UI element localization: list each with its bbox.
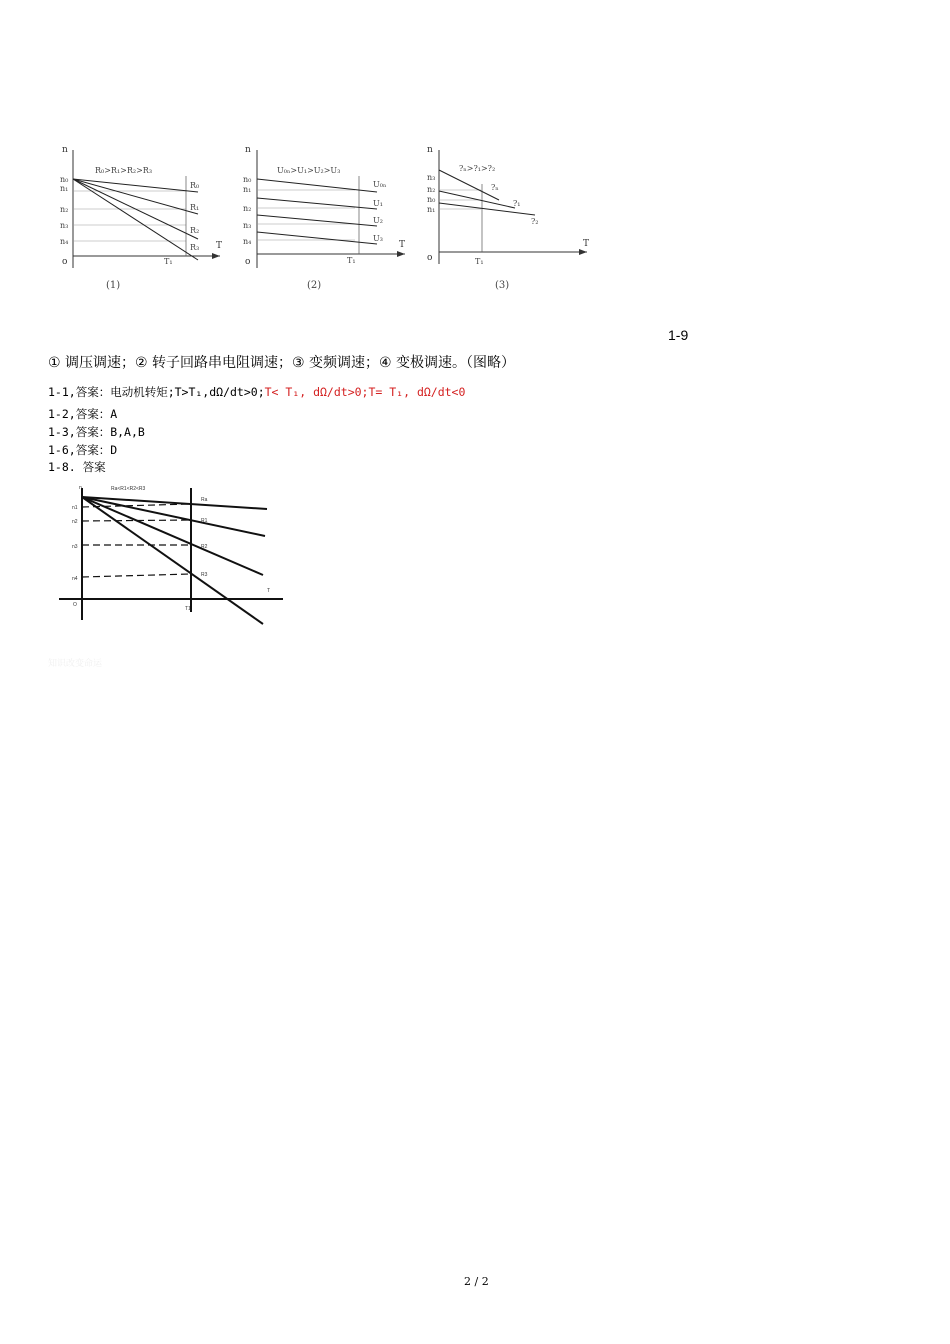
axis-y-label: n — [79, 485, 82, 491]
tick-n0: n₀ — [60, 175, 69, 184]
line-label-r2: R₂ — [190, 226, 200, 235]
tick-n0: n₀ — [243, 175, 252, 184]
line-label-ra: Ra — [201, 497, 208, 503]
diagram-title: Ra<R1<R2<R3 — [111, 486, 146, 492]
answer-1-2: 1-2,答案：A — [48, 407, 118, 421]
question-label-1-9: 1-9 — [668, 327, 689, 343]
axis-x-label: T — [583, 239, 590, 249]
page-number: 2 / 2 — [464, 1275, 489, 1288]
axis-x-label: T — [399, 240, 406, 250]
tick-t1: T1 — [185, 606, 191, 612]
line-label-r1: R₁ — [190, 203, 200, 212]
axis-x-label: T — [216, 241, 223, 251]
tick-t1: T₁ — [475, 257, 484, 266]
tick-n4: n₄ — [243, 237, 252, 246]
axis-x-label: T — [267, 588, 271, 594]
line-label-u0n: U₀ₙ — [373, 180, 387, 189]
answer-1-8: 1-8. 答案 — [48, 460, 106, 474]
answer-1-6: 1-6,答案：D — [48, 443, 118, 457]
tick-t1: T₁ — [164, 257, 173, 266]
origin-label: o — [427, 253, 433, 263]
answer-1-3: 1-3,答案：B,A,B — [48, 425, 145, 439]
answer-1-1 — [48, 384, 465, 401]
tick-n2: n2 — [72, 519, 78, 525]
origin-label: O — [73, 602, 77, 608]
line-label-r2: R2 — [201, 544, 208, 550]
tick-n2: n₂ — [60, 205, 69, 214]
panel-caption: (2) — [307, 280, 322, 291]
line-label-u1: U₁ — [373, 199, 383, 208]
origin-label: o — [245, 257, 251, 267]
tick-n0: n₀ — [427, 195, 436, 204]
faint-watermark: 知识改变命运 — [48, 659, 103, 669]
line-label-fn: ?ₙ — [491, 183, 499, 192]
tick-n3: n3 — [72, 544, 78, 550]
tick-n1: n₁ — [60, 184, 69, 193]
tick-n1: n1 — [72, 505, 78, 511]
tick-n1: n₁ — [427, 205, 436, 214]
tick-n3: n₃ — [60, 221, 69, 230]
tick-n3: n₃ — [427, 173, 436, 182]
panel-title: R₀>R₁>R₂>R₃ — [95, 166, 153, 175]
tick-n3: n₃ — [243, 221, 252, 230]
axis-y-label: n — [245, 145, 251, 155]
tick-n4: n4 — [72, 576, 78, 582]
line-label-r1: R1 — [201, 518, 208, 524]
panel-caption: (1) — [106, 280, 121, 291]
line-label-r3: R₃ — [190, 243, 200, 252]
line-label-r0: R₀ — [190, 181, 200, 190]
figure1-panel-2 — [225, 140, 415, 300]
tick-t1: T₁ — [347, 256, 356, 265]
line-label-r3: R3 — [201, 572, 208, 578]
axis-y-label: n — [62, 145, 68, 155]
figure1-panel-3 — [415, 140, 605, 300]
panel-title: U₀ₙ>U₁>U₂>U₃ — [277, 166, 341, 175]
line-label-f1: ?₁ — [513, 199, 521, 208]
answer-1-1-main: 1-1,答案：电动机转矩;T>T₁,dΩ/dt>0; — [48, 385, 265, 399]
figure1-panel-1 — [40, 140, 230, 300]
line-label-f2: ?₂ — [531, 217, 539, 226]
line-label-u3: U₃ — [373, 234, 383, 243]
panel-caption: (3) — [495, 280, 510, 291]
tick-n1: n₁ — [243, 185, 252, 194]
tick-n4: n₄ — [60, 237, 69, 246]
tick-n2: n₂ — [243, 204, 252, 213]
axis-y-label: n — [427, 145, 433, 155]
origin-label: o — [62, 257, 68, 267]
speed-control-methods: ① 调压调速；② 转子回路串电阻调速；③ 变频调速；④ 变极调速。（图略） — [48, 355, 516, 371]
line-label-u2: U₂ — [373, 216, 383, 225]
figure2-answer-diagram — [55, 482, 295, 627]
answer-1-1-highlight: T< T₁, dΩ/dt>0;T= T₁, dΩ/dt<0 — [264, 385, 466, 399]
panel-title: ?ₙ>?₁>?₂ — [459, 164, 496, 173]
tick-n2: n₂ — [427, 185, 436, 194]
